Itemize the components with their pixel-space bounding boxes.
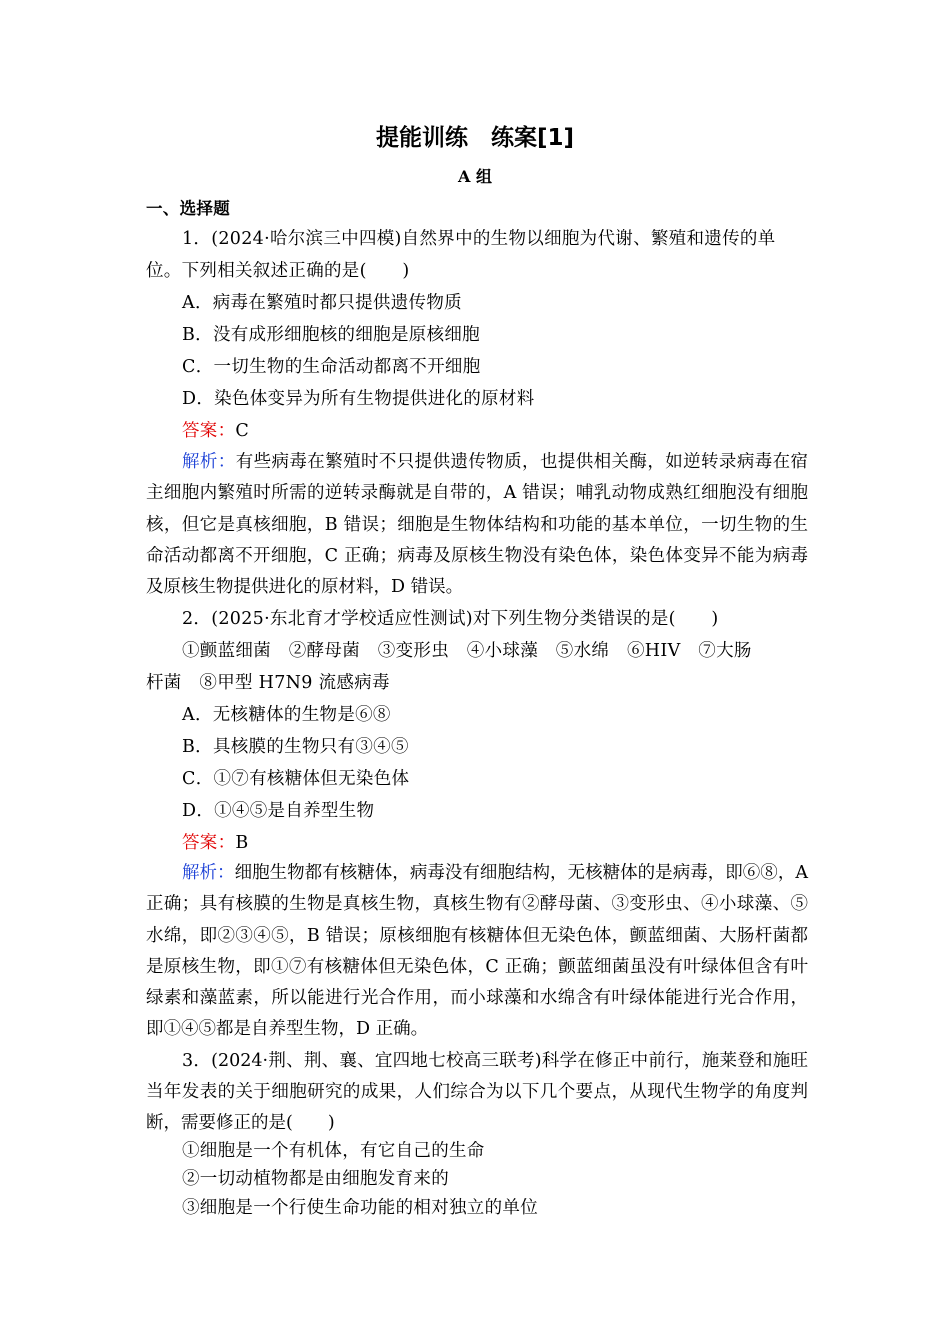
q2-answer	[182, 830, 249, 856]
q3-stem-text: 3．(2024·荆、荆、襄、宜四地七校高三联考)科学在修正中前行，施莱登和施旺当年发表的关于细胞研究的成果，人们综合为以下几个要点，从现代生物学的角度判断，需要修正的是( )	[146, 1051, 808, 1133]
q1-stem-line2: 位。下列相关叙述正确的是( )	[146, 261, 410, 281]
answer-label: 答案：	[182, 421, 236, 441]
q3-point-2: ②一切动植物都是由细胞发育来的	[182, 1169, 449, 1189]
analysis-text: 有些病毒在繁殖时不只提供遗传物质，也提供相关酶，如逆转录病毒在宿主细胞内繁殖时所需的逆转录酶就是自带的，A 错误；哺乳动物成熟红细胞没有细胞核，但它是真核细胞，B 错误；细胞是生物体结构和功能的基本单位，一切生物的生命活动都离不开细胞，C 正确；病毒及原核生物没有染色体，染色体变异不能为病毒及原核生物提供进化的原材料，D 错误。	[146, 452, 809, 598]
analysis-label: 解析：	[182, 452, 236, 472]
q1-analysis	[146, 447, 808, 603]
answer-value: B	[235, 833, 249, 853]
section-heading: 一、选择题	[146, 199, 230, 218]
q1-option-a: A．病毒在繁殖时都只提供遗传物质	[182, 293, 462, 313]
q2-option-b: B．具核膜的生物只有③④⑤	[182, 737, 409, 757]
q1-answer	[182, 418, 249, 444]
q2-option-d: D．①④⑤是自养型生物	[182, 801, 375, 821]
q2-list-line2: 杆菌 ⑧甲型 H7N9 流感病毒	[146, 673, 390, 693]
q1-option-b: B．没有成形细胞核的细胞是原核细胞	[182, 325, 480, 345]
q2-option-a: A．无核糖体的生物是⑥⑧	[182, 705, 391, 725]
q1-option-c: C．一切生物的生命活动都离不开细胞	[182, 357, 481, 377]
q1-option-d: D．染色体变异为所有生物提供进化的原材料	[182, 389, 535, 409]
q2-option-c: C．①⑦有核糖体但无染色体	[182, 769, 410, 789]
q3-stem	[146, 1046, 808, 1139]
group-label: A 组	[458, 167, 492, 186]
q1-stem-line1: 1．(2024·哈尔滨三中四模)自然界中的生物以细胞为代谢、繁殖和遗传的单	[182, 229, 776, 249]
analysis-label: 解析：	[182, 863, 235, 883]
analysis-text: 细胞生物都有核糖体，病毒没有细胞结构，无核糖体的是病毒，即⑥⑧，A 正确；具有核膜的生物是真核生物，真核生物有②酵母菌、③变形虫、④小球藻、⑤水绵，即②③④⑤，B 错误；原核细胞有核糖体但无染色体，颤蓝细菌、大肠杆菌都是原核生物，即①⑦有核糖体但无染色体，C 正确；颤蓝细菌虽没有叶绿体但含有叶绿素和藻蓝素，所以能进行光合作用，而小球藻和水绵含有叶绿体能进行光合作用，即①④⑤都是自养型生物，D 正确。	[146, 863, 808, 1040]
q2-stem: 2．(2025·东北育才学校适应性测试)对下列生物分类错误的是( )	[182, 609, 719, 629]
q2-list-line1: ①颤蓝细菌 ②酵母菌 ③变形虫 ④小球藻 ⑤水绵 ⑥HIV ⑦大肠	[182, 641, 752, 661]
page-title: 提能训练 练案[1]	[375, 125, 575, 151]
answer-label: 答案：	[182, 833, 236, 853]
q3-point-1: ①细胞是一个有机体，有它自己的生命	[182, 1141, 485, 1161]
q2-analysis	[146, 858, 808, 1046]
q3-point-3: ③细胞是一个行使生命功能的相对独立的单位	[182, 1198, 538, 1218]
answer-value: C	[235, 421, 250, 441]
